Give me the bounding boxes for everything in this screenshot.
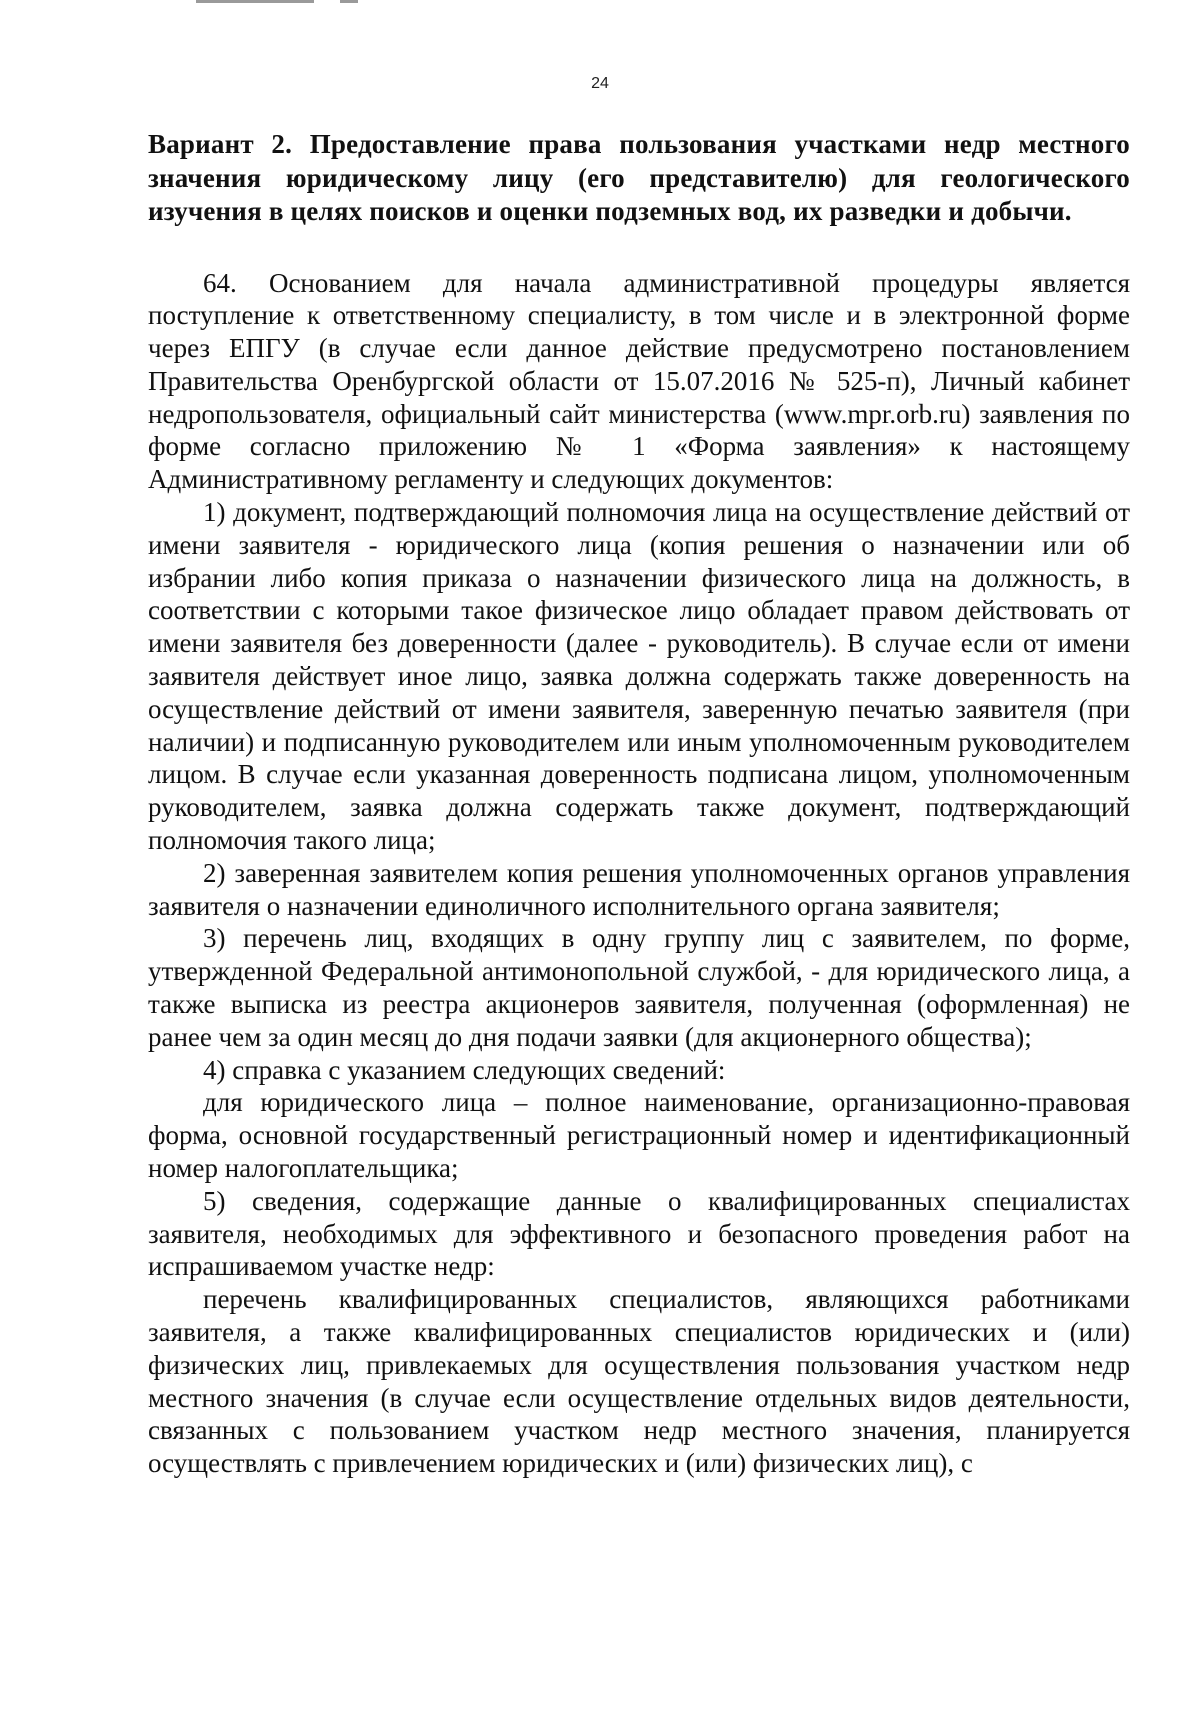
list-item-4: 4) справка с указанием следующих сведений: [203, 1054, 726, 1085]
list-item-5-detail: перечень квалифицированных специалистов, являющихся работниками заявителя, а также квалифицированных специалистов юридических и (или) физических лиц, привлекаемых для осуществления пользования участком недр местного значения (в случае если осуществление отдельных видов деятельности, связанных с пользованием участком недр местного значения, планируется осуществлять с привлечением юридических и (или) физических лиц), с [148, 1284, 1130, 1479]
paragraph-64: 64. Основанием для начала административной процедуры является поступление к ответственному специалисту, в том числе и в электронной форме через ЕПГУ (в случае если данное действие предусмотрено постановлением Правительства Оренбургской области от 15.07.2016 № 525-п), Личный кабинет недропользователя, официальный сайт министерства (www.mpr.orb.ru) заявления по форме согласно приложению № 1 «Форма заявления» к настоящему Административному регламенту и следующих документов: [148, 267, 1130, 495]
scan-artifact [196, 0, 314, 3]
scan-artifact [340, 0, 358, 3]
page-number: 24 [591, 75, 609, 92]
list-item-5: 5) сведения, содержащие данные о квалифицированных специалистах заявителя, необходимых для эффективного и безопасного проведения работ на испрашиваемом участке недр: [148, 1185, 1130, 1282]
list-item-2: 2) заверенная заявителем копия решения уполномоченных органов управления заявителя о назначении единоличного исполнительного органа заявителя; [148, 857, 1130, 921]
list-item-1: 1) документ, подтверждающий полномочия лица на осуществление действий от имени заявителя - юридического лица (копия решения о назначении или об избрании либо копия приказа о назначении физического лица на должность, в соответствии с которыми такое физическое лицо обладает правом действовать от имени заявителя без доверенности (далее - руководитель). В случае если от имени заявителя действует иное лицо, заявка должна содержать также доверенность на осуществление действий от имени заявителя, заверенную печатью заявителя (при наличии) и подписанную руководителем или иным уполномоченным руководителем лицом. В случае если указанная доверенность подписана лицом, уполномоченным руководителем, заявка должна содержать также документ, подтверждающий полномочия такого лица; [148, 497, 1130, 856]
list-item-3: 3) перечень лиц, входящих в одну группу лиц с заявителем, по форме, утвержденной Федеральной антимонопольной службой, - для юридического лица, а также выписка из реестра акционеров заявителя, полученная (оформленная) не ранее чем за один месяц до дня подачи заявки (для акционерного общества); [148, 923, 1130, 1052]
list-item-4-detail: для юридического лица – полное наименование, организационно-правовая форма, основной государственный регистрационный номер и идентификационный номер налогоплательщика; [148, 1087, 1130, 1184]
document-body [148, 128, 1130, 1480]
section-heading: Вариант 2. Предоставление права пользования участками недр местного значения юридическому лицу (его представителю) для геологического изучения в целях поисков и оценки подземных вод, их разведки и добычи. [148, 129, 1130, 226]
